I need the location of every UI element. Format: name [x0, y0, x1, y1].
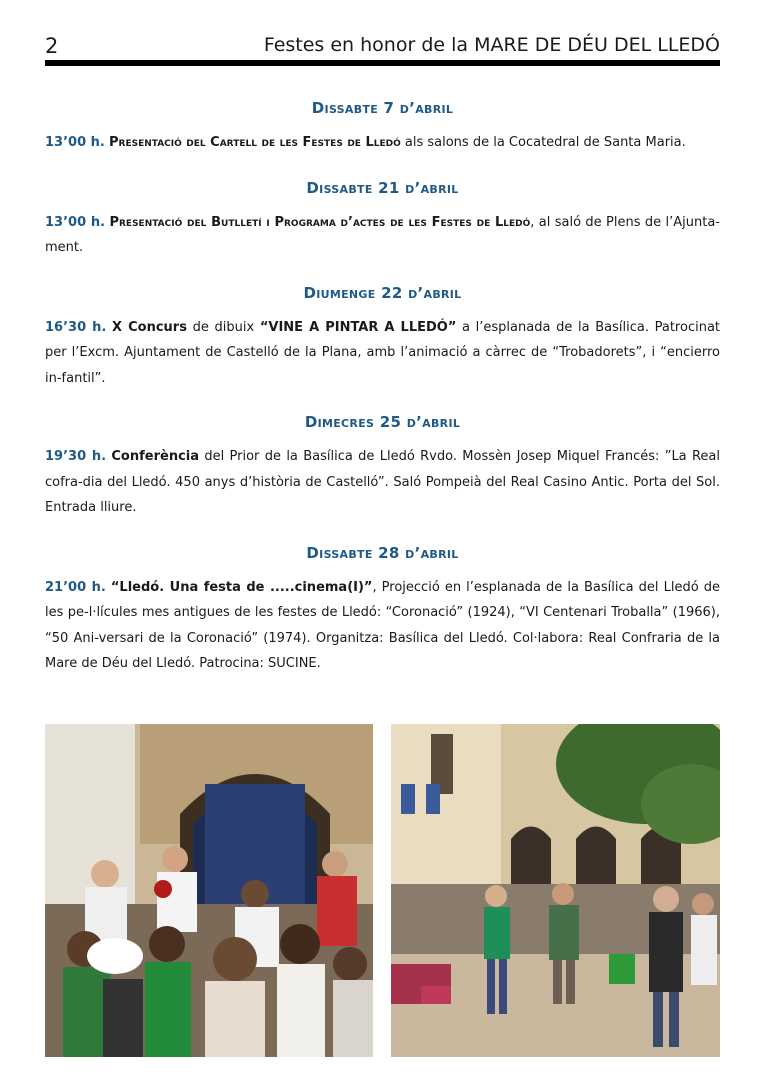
event-time: 21’00 h.: [45, 579, 106, 595]
event-title: Presentació del Butlletí i Programa d’actes de les Festes de Lledó: [109, 214, 531, 230]
page-number: 2: [45, 34, 59, 58]
event-text: als salons de la Cocatedral de Santa Maria.: [400, 135, 686, 150]
event-section: [45, 410, 720, 521]
running-title: Festes en honor de la MARE DE DÉU DEL LLEDÓ: [263, 34, 720, 56]
page-header: [45, 30, 720, 60]
header-rule: [45, 60, 720, 66]
event-title: Presentació del Cartell de les Festes de Lledó: [108, 135, 401, 150]
event-time: 13’00 h.: [45, 135, 105, 150]
event-entry: [45, 130, 720, 156]
event-text: a l’esplanada de la Basílica. Patrocinat per l’Excm. Ajuntament de Castelló de la Plana, amb l’animació a càrrec de “Trobadorets”, i “encierro in-fantil”.: [45, 319, 721, 386]
event-text: , al saló de Plens de l’Ajunta-ment.: [45, 214, 720, 255]
event-title: Conferència: [111, 449, 200, 464]
day-heading: Dimecres 25 d’abril: [304, 413, 461, 431]
event-section: [45, 176, 720, 261]
event-entry: [45, 315, 720, 392]
event-entry: [45, 444, 720, 521]
day-heading: Dissabte 7 d’abril: [311, 99, 454, 117]
event-time: 16’30 h.: [45, 319, 107, 335]
event-entry: [45, 575, 720, 677]
day-heading: Diumenge 22 d’abril: [303, 283, 462, 302]
event-section: [45, 96, 720, 156]
event-section: [45, 281, 720, 392]
program-content: [45, 96, 720, 677]
event-text: del Prior de la Basílica de Lledó Rvdo. Mossèn Josep Miquel Francés: ”La Real cofra-dia del Lledó. 450 anys d’història de Castelló”. Saló Pompeià del Real Casino Antic. Porta del Sol. Entrada lliure.: [45, 449, 721, 515]
event-title: “Lledó. Una festa de .....cinema(I)”: [110, 579, 373, 595]
event-text: , Projecció en l’esplanada de la Basílica del Lledó de les pe-l·lícules mes antigues de les festes de Lledó: “Coronació” (1924), “VI Centenari Troballa” (1966), “50 Ani-versari de la Coronació” (1974). Organitza: Basílica del Lledó. Col·labora: Real Confraria de la Mare de Déu del Lledó. Patrocina: SUCINE.: [45, 579, 721, 671]
photo-crowd-on-esplanade: [391, 724, 720, 1057]
event-section: [45, 541, 720, 677]
event-time: 13’00 h.: [45, 214, 106, 230]
event-title-b: “VINE A PINTAR A LLEDÓ”: [259, 319, 457, 335]
event-entry: [45, 210, 720, 261]
event-title: X Concurs: [112, 319, 187, 335]
event-text-a: de dibuix: [186, 319, 260, 335]
photo-children-at-basilica-door: [45, 724, 373, 1057]
event-time: 19’30 h.: [45, 449, 107, 464]
day-heading: Dissabte 21 d’abril: [306, 178, 459, 197]
day-heading: Dissabte 28 d’abril: [306, 543, 459, 562]
